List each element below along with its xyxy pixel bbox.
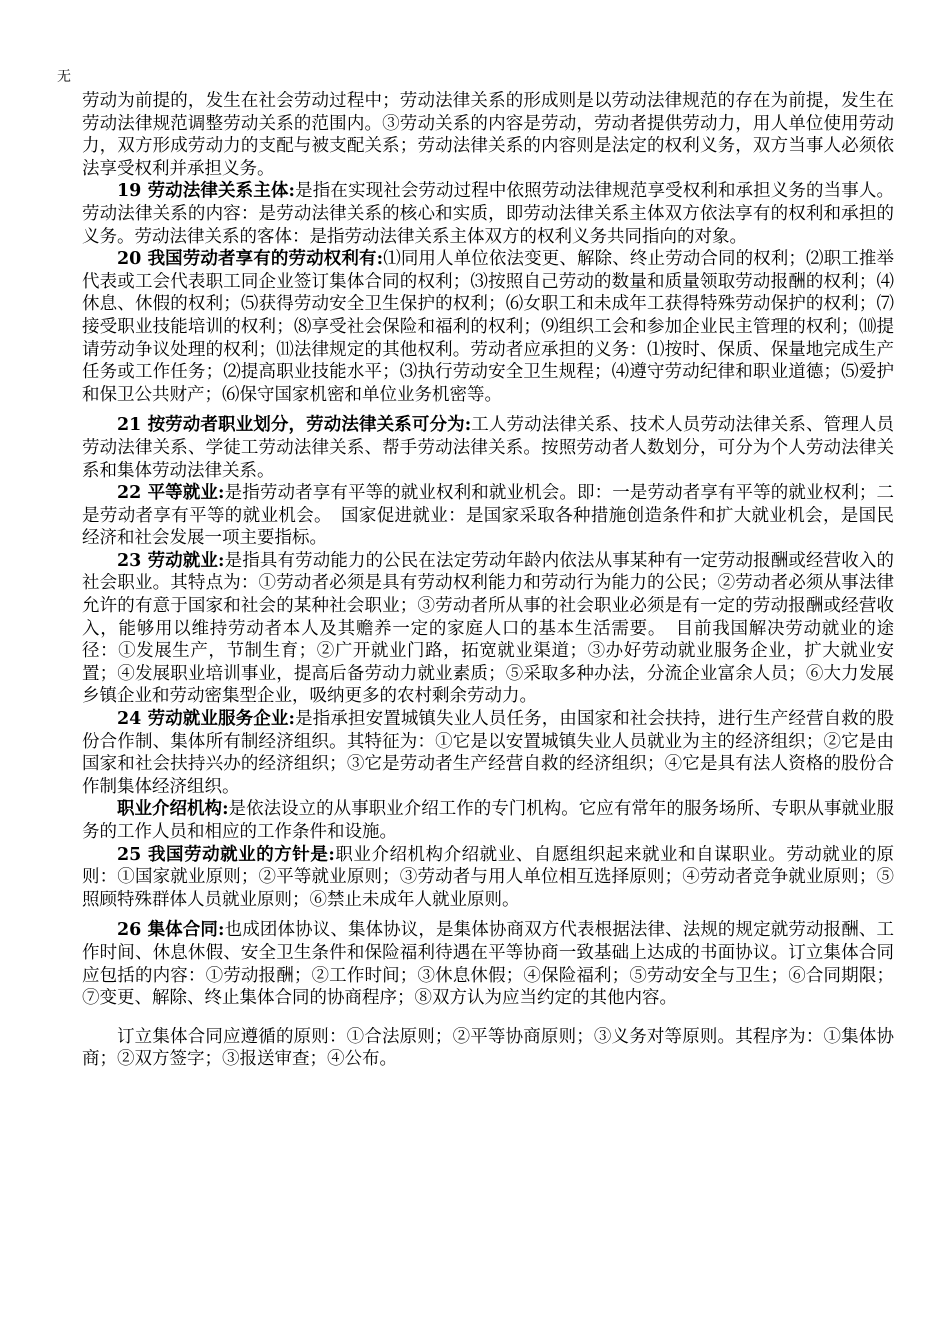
paragraph-job-agency xyxy=(82,798,894,843)
paragraph-text: 职业介绍机构介绍就业、自愿组织起来就业和自谋职业。劳动就业的原则：①国家就业原则；②平等就业原则；③劳动者与用人单位相互选择原则；④劳动者竞争就业原则；⑤照顾特殊群体人员就业原则；⑥禁止未成年人就业原则。 xyxy=(82,844,895,910)
paragraph-title: 职业介绍机构: xyxy=(117,799,229,820)
paragraph-text: 是依法设立的从事职业介绍工作的专门机构。它应有常年的服务场所、专职从事就业服务的工作人员和相应的工作条件和设施。 xyxy=(82,799,895,842)
paragraph-25 xyxy=(82,844,894,912)
paragraph-title: 22 平等就业: xyxy=(117,483,225,504)
paragraph-26 xyxy=(82,919,894,1009)
document-body xyxy=(82,90,894,1071)
paragraph-title: 23 劳动就业: xyxy=(117,550,225,571)
paragraph-title: 19 劳动法律关系主体: xyxy=(117,181,295,202)
paragraph-21 xyxy=(82,414,894,482)
paragraph-text: 是指承担安置城镇失业人员任务，由国家和社会扶持，进行生产经营自救的股份合作制、集体所有制经济组织。其特征为：①它是以安置城镇失业人员就业为主的经济组织；②它是由国家和社会扶持兴办的经济组织；③它是劳动者生产经营自救的经济组织；④它是具有法人资格的股份合作制集体经济组织。 xyxy=(82,709,895,797)
paragraph-text: 也成团体协议、集体协议，是集体协商双方代表根据法律、法规的规定就劳动报酬、工作时间、休息休假、安全卫生条件和保险福利待遇在平等协商一致基础上达成的书面协议。订立集体合同应包括的内容：①劳动报酬；②工作时间；③休息休假；④保险福利；⑤劳动安全与卫生；⑥合同期限；⑦变更、解除、终止集体合同的协商程序；⑧双方认为应当约定的其他内容。 xyxy=(82,920,894,1009)
paragraph-text: 是指在实现社会劳动过程中依照劳动法律规范享受权利和承担义务的当事人。劳动法律关系的内容：是劳动法律关系的核心和实质，即劳动法律关系主体双方依法享有的权利和承担的义务。劳动法律关系的客体：是指劳动法律关系主体双方的权利义务共同指向的对象。 xyxy=(82,181,895,247)
paragraph-title: 25 我国劳动就业的方针是: xyxy=(117,844,335,865)
paragraph-23 xyxy=(82,550,894,708)
paragraph-principles xyxy=(82,1026,894,1071)
paragraph-title: 26 集体合同: xyxy=(117,920,225,941)
paragraph-text: ⑴同用人单位依法变更、解除、终止劳动合同的权利；⑵职工推举代表或工会代表职工同企业签订集体合同的权利；⑶按照自己劳动的数量和质量领取劳动报酬的权利；⑷休息、休假的权利；⑸获得劳动安全卫生保护的权利；⑹女职工和未成年工获得特殊劳动保护的权利；⑺接受职业技能培训的权利；⑻享受社会保险和福利的权利；⑼组织工会和参加企业民主管理的权利；⑽提请劳动争议处理的权利；⑾法律规定的其他权利。劳动者应承担的义务：⑴按时、保质、保量地完成生产任务或工作任务；⑵提高职业技能水平；⑶执行劳动安全卫生规程；⑷遵守劳动纪律和职业道德；⑸爱护和保卫公共财产；⑹保守国家机密和单位业务机密等。 xyxy=(82,249,895,405)
paragraph-text: 是指劳动者享有平等的就业权利和就业机会。即：一是劳动者享有平等的就业权利；二是劳动者享有平等的就业机会。 国家促进就业：是国家采取各种措施创造条件和扩大就业机会，是国民经济和社会发展一项主要指标。 xyxy=(82,483,894,549)
paragraph-text: 工人劳动法律关系、技术人员劳动法律关系、管理人员劳动法律关系、学徒工劳动法律关系、帮手劳动法律关系。按照劳动者人数划分，可分为个人劳动法律关系和集体劳动法律关系。 xyxy=(82,415,894,481)
paragraph-20 xyxy=(82,248,894,406)
paragraph-continuation xyxy=(82,90,894,180)
paragraph-title: 20 我国劳动者享有的劳动权利有: xyxy=(117,249,384,270)
paragraph-title: 21 按劳动者职业划分，劳动法律关系可分为: xyxy=(117,415,472,436)
paragraph-title: 24 劳动就业服务企业: xyxy=(117,709,295,730)
paragraph-text: 是指具有劳动能力的公民在法定劳动年龄内依法从事某种有一定劳动报酬或经营收入的社会职业。其特点为：①劳动者必须是具有劳动权利能力和劳动行为能力的公民；②劳动者必须从事法律允许的有意于国家和社会的某种社会职业；③劳动者所从事的社会职业必须是有一定的劳动报酬或经营收入，能够用以维持劳动者本人及其赡养一定的家庭人口的基本生活需要。 目前我国解决劳动就业的途径：①发展生产，节制生育；②广开就业门路，拓宽就业渠道；③办好劳动就业服务企业，扩大就业安置；④发展职业培训事业，提高后备劳动力就业素质；⑤采取多种办法，分流企业富余人员；⑥大力发展乡镇企业和劳动密集型企业，吸纳更多的农村剩余劳动力。 xyxy=(82,550,894,707)
paragraph-22 xyxy=(82,482,894,550)
paragraph-24 xyxy=(82,708,894,798)
paragraph-text: 订立集体合同应遵循的原则：①合法原则；②平等协商原则；③义务对等原则。其程序为：①集体协商；②双方签字；③报送审查；④公布。 xyxy=(82,1026,894,1070)
header-mark: 无 xyxy=(57,69,71,85)
paragraph-19 xyxy=(82,180,894,248)
paragraph-text: 劳动为前提的，发生在社会劳动过程中；劳动法律关系的形成则是以劳动法律规范的存在为前提，发生在劳动法律规范调整劳动关系的范围内。③劳动关系的内容是劳动，劳动者提供劳动力，用人单位使用劳动力，双方形成劳动力的支配与被支配关系；劳动法律关系的内容则是法定的权利义务，双方当事人必须依法享受权利并承担义务。 xyxy=(82,91,894,179)
